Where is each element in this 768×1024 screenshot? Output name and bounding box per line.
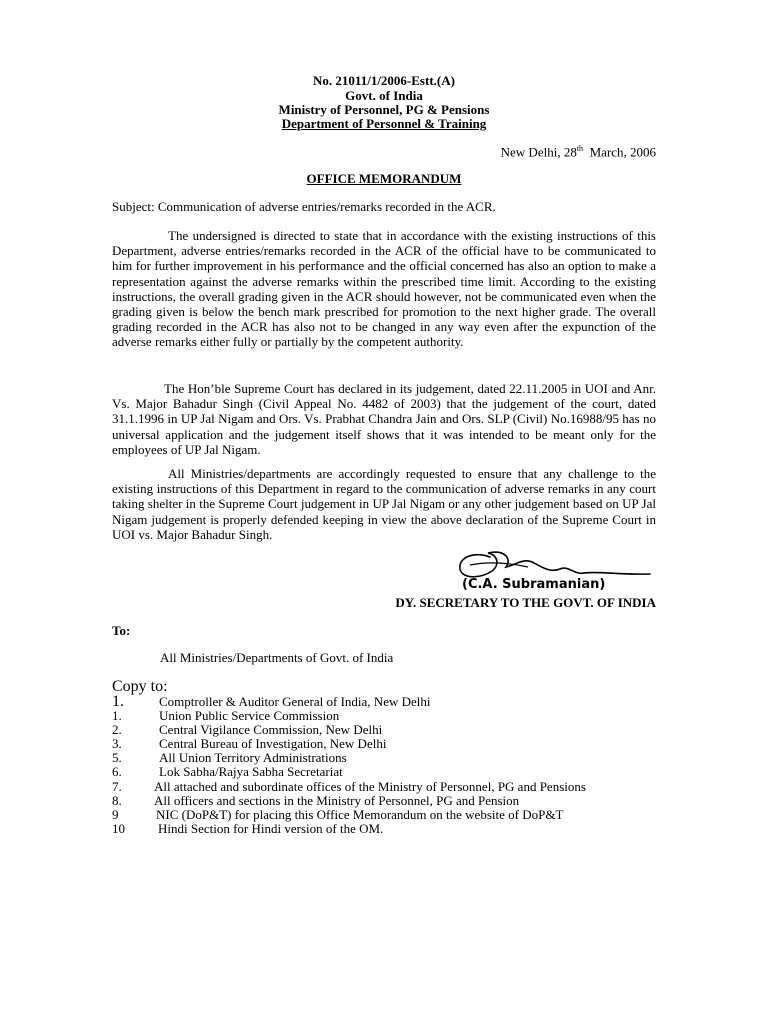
item-text: All Union Territory Administrations	[159, 750, 347, 766]
item-text: Hindi Section for Hindi version of the OM.	[158, 820, 384, 836]
item-number: 2.	[112, 722, 122, 738]
signatory-designation: DY. SECRETARY TO THE GOVT. OF INDIA	[395, 595, 656, 610]
govt-line: Govt. of India	[345, 88, 423, 103]
date-rest: March, 2006	[583, 144, 656, 160]
date-ordinal: th	[576, 144, 584, 153]
paragraph-2: The Hon’ble Supreme Court has declared in its judgement, dated 22.11.2005 in UOI and Anr. Vs. Major Bahadur Singh (Civil Appeal No. 4482 of 2003) that the judgement of the court, dated 31.1.1996 in UP Jal Nigam and Ors. Vs. Prabhat Chandra Jain and Ors. SLP (Civil) No.16988/95 has no universal application and the judgement itself shows that it was intended to be meant only for the employees of UP Jal Nigam.	[112, 381, 656, 457]
to-recipient: All Ministries/Departments of Govt. of India	[160, 650, 394, 665]
item-text: NIC (DoP&T) for placing this Office Memorandum on the website of DoP&T	[156, 806, 564, 822]
file-number: No. 21011/1/2006-Estt.(A)	[313, 73, 455, 88]
ministry-line: Ministry of Personnel, PG & Pensions	[278, 102, 490, 117]
item-number: 10	[112, 820, 125, 836]
subject-line: Subject: Communication of adverse entries/remarks recorded in the ACR.	[112, 199, 496, 214]
date-prefix: New Delhi, 28	[500, 144, 577, 160]
copy-to-label: Copy to:	[112, 678, 168, 695]
item-number: 8.	[112, 792, 122, 808]
item-number: 7.	[112, 778, 122, 794]
item-text: Central Vigilance Commission, New Delhi	[159, 722, 383, 738]
item-text: All attached and subordinate offices of the Ministry of Personnel, PG and Pensions	[154, 778, 586, 794]
item-text: Central Bureau of Investigation, New Delhi	[159, 736, 387, 752]
item-number: 6.	[112, 764, 122, 780]
date-line	[501, 144, 656, 160]
item-text: Union Public Service Commission	[159, 708, 340, 724]
item-number: 9	[112, 806, 119, 822]
department-line: Department of Personnel & Training	[281, 116, 487, 131]
item-text: All officers and sections in the Ministry of Personnel, PG and Pension	[154, 792, 520, 808]
paragraph-1: The undersigned is directed to state that in accordance with the existing instructions of this Department, adverse entries/remarks recorded in the ACR of the official have to be communicated to him for further improvement in his performance and the official concerned has also an option to make a representation against the adverse remarks within the prescribed time limit. According to the existing instructions, the overall grading given in the ACR should however, not be communicated even when the grading given is below the bench mark prescribed for promotion to the next higher grade. The overall grading recorded in the ACR has also not to be changed in any way even after the expunction of the adverse remarks either fully or partially by the competent authority.	[112, 228, 656, 350]
signatory-name: (C.A. Subramanian)	[462, 577, 606, 592]
item-number: 3.	[112, 736, 122, 752]
document-title: OFFICE MEMORANDUM	[306, 171, 462, 186]
item-text: Lok Sabha/Rajya Sabha Secretariat	[159, 764, 343, 780]
item-text: Comptroller & Auditor General of India, New Delhi	[159, 694, 431, 709]
to-label: To:	[112, 623, 131, 638]
paragraph-3: All Ministries/departments are accordingly requested to ensure that any challenge to the existing instructions of this Department in regard to the communication of adverse remarks in any court taking shelter in the Supreme Court judgement in UP Jal Nigam or any other judgement based on UP Jal Nigam judgement is properly defended keeping in view the above declaration of the Supreme Court in UOI vs. Major Bahadur Singh.	[112, 466, 656, 542]
item-number: 1.	[112, 708, 122, 724]
item-number: 5.	[112, 750, 122, 766]
item-number: 1.	[112, 693, 124, 710]
